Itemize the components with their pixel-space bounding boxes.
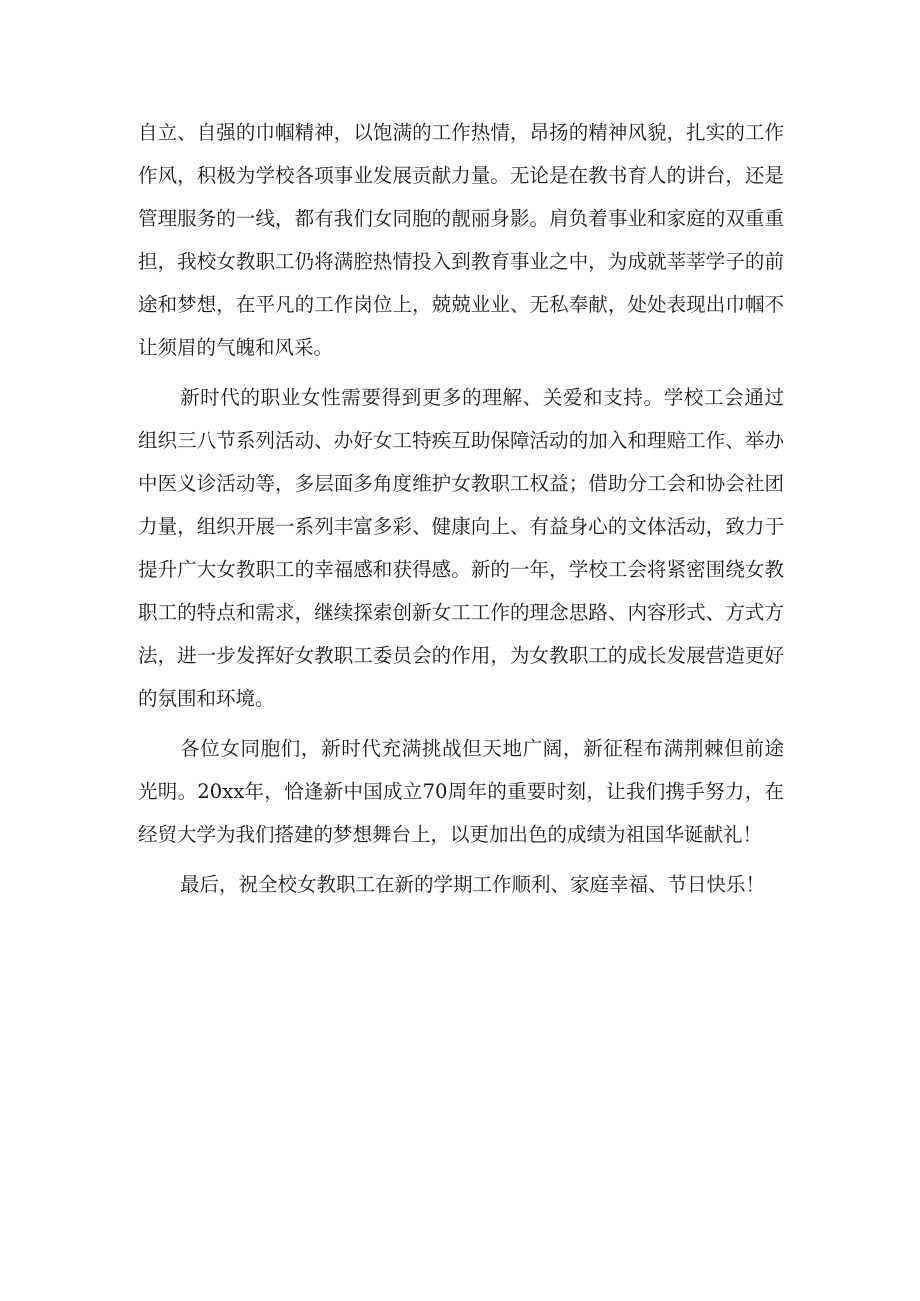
document-body [138, 111, 784, 913]
paragraph-4: 最后，祝全校女教职工在新的学期工作顺利、家庭幸福、节日快乐！ [180, 873, 766, 896]
paragraph-1: 自立、自强的巾帼精神，以饱满的工作热情，昂扬的精神风貌，扎实的工作作风，积极为学校各项事业发展贡献力量。无论是在教书育人的讲台，还是管理服务的一线，都有我们女同胞的靓丽身影。肩负着事业和家庭的双重重担，我校女教职工仍将满腔热情投入到教育事业之中，为成就莘莘学子的前途和梦想，在平凡的工作岗位上，兢兢业业、无私奉献，处处表现出巾帼不让须眉的气魄和风采。 [138, 121, 784, 359]
paragraph-3: 各位女同胞们，新时代充满挑战但天地广阔，新征程布满荆棘但前途光明。20xx年，恰逢新中国成立70周年的重要时刻，让我们携手努力，在经贸大学为我们搭建的梦想舞台上，以更加出色的成绩为祖国华诞献礼！ [138, 737, 784, 846]
paragraph-2: 新时代的职业女性需要得到更多的理解、关爱和支持。学校工会通过组织三八节系列活动、办好女工特疾互助保障活动的加入和理赔工作、举办中医义诊活动等，多层面多角度维护女教职工权益；借助分工会和协会社团力量，组织开展一系列丰富多彩、健康向上、有益身心的文体活动，致力于提升广大女教职工的幸福感和获得感。新的一年，学校工会将紧密围绕女教职工的特点和需求，继续探索创新女工工作的理念思路、内容形式、方式方法，进一步发挥好女教职工委员会的作用，为女教职工的成长发展营造更好的氛围和环境。 [138, 386, 784, 710]
